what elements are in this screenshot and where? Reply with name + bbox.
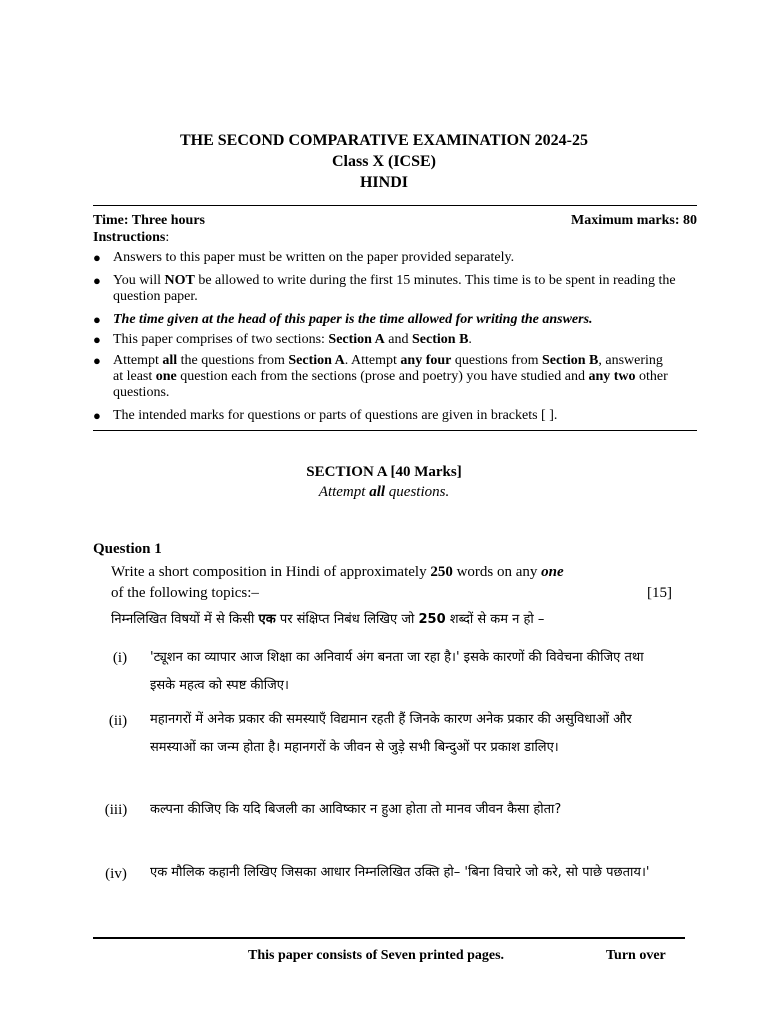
bullet-icon: ● bbox=[93, 273, 101, 288]
option-text: महानगरों में अनेक प्रकार की समस्याएँ विद्यमान रहती हैं जिनके कारण अनेक प्रकार की असुविधाओं और समस्याओं का जन्म होता है। महानगरों के जीवन से जुड़े सभी बिन्दुओं पर प्रकाश डालिए। bbox=[150, 712, 632, 755]
option-number: (iv) bbox=[105, 866, 127, 882]
instructions-heading: Instructions: bbox=[93, 230, 170, 245]
instruction-item: ● The intended marks for questions or parts of questions are given in brackets [ ]. bbox=[93, 408, 558, 423]
section-a-subtitle: Attempt all questions. bbox=[318, 484, 450, 500]
footer-turn-over: Turn over bbox=[606, 948, 666, 963]
option-text: 'ट्यूशन का व्यापार आज शिक्षा का अनिवार्य अंग बनता जा रहा है।' इसके कारणों की विवेचना कीजिए तथा इसके महत्व को स्पष्ट कीजिए। bbox=[150, 650, 644, 693]
option-number: (ii) bbox=[108, 713, 128, 729]
bullet-icon: ● bbox=[93, 408, 101, 423]
instruction-item: ● The time given at the head of this paper is the time allowed for writing the answers. bbox=[93, 312, 593, 327]
instruction-item: ● You will NOT be allowed to write during the first 15 minutes. This time is to be spent in reading the question paper. bbox=[93, 273, 676, 304]
question-1-prompt: Write a short composition in Hindi of approximately 250 words on any one bbox=[111, 564, 564, 580]
exam-subject: HINDI bbox=[359, 174, 408, 191]
question-1-marks: [15] bbox=[647, 585, 672, 601]
instructions-bottom-rule bbox=[93, 430, 697, 431]
instruction-item: ● Attempt all the questions from Section A. Attempt any four questions from Section B, answering at least one question each from the sections (prose and poetry) you have studied and any two other questions. bbox=[93, 353, 668, 400]
bullet-icon: ● bbox=[93, 312, 101, 327]
option-text: कल्पना कीजिए कि यदि बिजली का आविष्कार न हुआ होता तो मानव जीवन कैसा होता? bbox=[150, 802, 562, 817]
question-1-hindi-prompt: निम्नलिखित विषयों में से किसी एक पर संक्षिप्त निबंध लिखिए जो 250 शब्दों से कम न हो – bbox=[111, 612, 545, 627]
section-a-title: SECTION A [40 Marks] bbox=[306, 464, 462, 480]
question-1-label: Question 1 bbox=[93, 541, 162, 557]
exam-class: Class X (ICSE) bbox=[331, 153, 436, 170]
footer-page-count: This paper consists of Seven printed pages. bbox=[248, 948, 505, 963]
time-label: Time: Three hours bbox=[93, 213, 206, 228]
instruction-item: ● Answers to this paper must be written on the paper provided separately. bbox=[93, 250, 515, 265]
top-rule bbox=[93, 205, 697, 206]
bullet-icon: ● bbox=[93, 353, 101, 368]
option-number: (i) bbox=[112, 650, 128, 666]
option-text: एक मौलिक कहानी लिखिए जिसका आधार निम्नलिखित उक्ति हो– 'बिना विचारे जो करे, सो पाछे पछताय।' bbox=[150, 865, 650, 880]
exam-title: THE SECOND COMPARATIVE EXAMINATION 2024-25 bbox=[179, 132, 588, 149]
bullet-icon: ● bbox=[93, 332, 101, 347]
instruction-item: ● This paper comprises of two sections: Section A and Section B. bbox=[93, 332, 472, 347]
footer-rule bbox=[93, 937, 685, 939]
bullet-icon: ● bbox=[93, 250, 101, 265]
option-number: (iii) bbox=[104, 802, 128, 818]
question-1-prompt-line2: of the following topics:– bbox=[111, 585, 259, 601]
max-marks-label: Maximum marks: 80 bbox=[571, 213, 697, 228]
